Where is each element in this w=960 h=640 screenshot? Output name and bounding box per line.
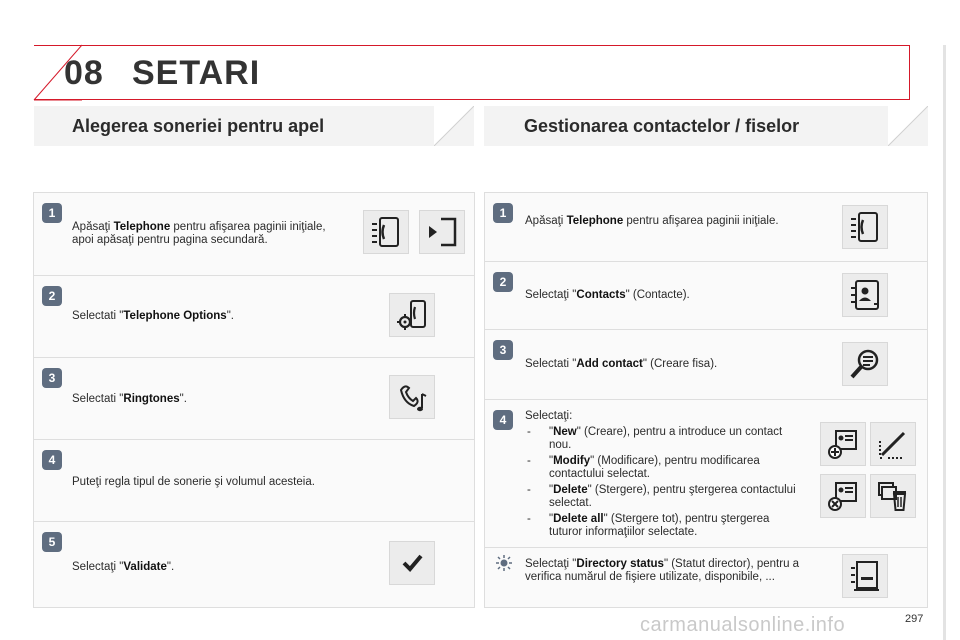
step-badge: 4 <box>493 410 513 430</box>
chapter-number: 08 <box>64 54 104 92</box>
step-row <box>485 262 927 330</box>
step-text: Puteţi regla tipul de sonerie şi volumul acesteia. <box>72 476 315 488</box>
contacts-steps-panel <box>484 192 928 608</box>
step-row <box>485 548 927 608</box>
chapter-title: SETARI <box>132 54 261 92</box>
step-badge: 2 <box>493 272 513 292</box>
section-title-ringtone: Alegerea soneriei pentru apel <box>72 116 325 136</box>
section-header-contacts <box>484 106 928 146</box>
step-text: Selectati "Ringtones". <box>72 393 187 405</box>
header-slash-decoration <box>434 106 474 146</box>
step-text: Apăsaţi Telephone pentru afişarea paginii iniţiale, apoi apăsaţi pentru pagina secundară. <box>72 221 326 246</box>
step-row <box>485 400 927 548</box>
list-item: - "New" (Creare), pentru a introduce un contact nou. <box>525 426 805 452</box>
step-row <box>34 522 474 608</box>
header-slash-decoration <box>888 106 928 146</box>
new-contact-icon[interactable] <box>820 422 866 466</box>
ringtones-icon[interactable] <box>389 375 435 419</box>
telephone-options-icon[interactable] <box>389 293 435 337</box>
step-row <box>34 276 474 358</box>
step-row <box>485 193 927 262</box>
page-edge-bar <box>943 45 946 640</box>
telephone-icon[interactable] <box>363 210 409 254</box>
validate-checkmark-icon[interactable] <box>389 541 435 585</box>
section-title-contacts: Gestionarea contactelor / fiselor <box>524 116 800 136</box>
watermark: carmanualsonline.info <box>640 614 846 636</box>
step-row <box>485 330 927 400</box>
step-badge: 5 <box>42 532 62 552</box>
page-number: 297 <box>905 613 924 625</box>
sun-brightness-icon <box>495 554 513 572</box>
section-header-ringtone <box>34 106 474 146</box>
contact-actions-list <box>525 426 805 539</box>
next-page-icon[interactable] <box>419 210 465 254</box>
step-text: Selectaţi: - "New" (Creare), pentru a introduce un contact nou. - "Modify" (Modificare), pentru modificarea contactului selectat. - "Delete" (Stergere), pentru ştergerea contactului selectat. - "Delete all" (Stergere tot), pentru ştergerea tuturor informaţiilor selectate. <box>525 410 805 539</box>
delete-all-trash-icon[interactable] <box>870 474 916 518</box>
step-row <box>34 358 474 440</box>
delete-contact-icon[interactable] <box>820 474 866 518</box>
list-item: - "Delete" (Stergere), pentru ştergerea contactului selectat. <box>525 484 805 510</box>
list-item: - "Delete all" (Stergere tot), pentru ştergerea tuturor informaţiilor selectate. <box>525 513 805 539</box>
step-text: Selectaţi "Validate". <box>72 561 175 573</box>
step-row <box>34 440 474 522</box>
directory-status-icon[interactable] <box>842 554 888 598</box>
list-item: - "Modify" (Modificare), pentru modificarea contactului selectat. <box>525 455 805 481</box>
step-text: Selectati "Add contact" (Creare fisa). <box>525 358 718 370</box>
step-row <box>34 193 474 276</box>
ringtone-steps-panel <box>33 192 475 608</box>
modify-contact-icon[interactable] <box>870 422 916 466</box>
step-text: Selectaţi "Contacts" (Contacte). <box>525 289 690 301</box>
step-badge: 3 <box>42 368 62 388</box>
step-text: Apăsaţi Telephone pentru afişarea paginii iniţiale. <box>525 215 779 227</box>
step-badge: 3 <box>493 340 513 360</box>
contacts-icon[interactable] <box>842 273 888 317</box>
add-contact-search-icon[interactable] <box>842 342 888 386</box>
telephone-icon[interactable] <box>842 205 888 249</box>
step-text: Selectati "Telephone Options". <box>72 310 234 322</box>
step-badge: 1 <box>493 203 513 223</box>
step-text: Selectaţi "Directory status" (Statut director), pentru a verifica numărul de fişiere utilizate, disponibile, ... <box>525 558 800 583</box>
step-badge: 1 <box>42 203 62 223</box>
step-badge: 2 <box>42 286 62 306</box>
step-badge: 4 <box>42 450 62 470</box>
